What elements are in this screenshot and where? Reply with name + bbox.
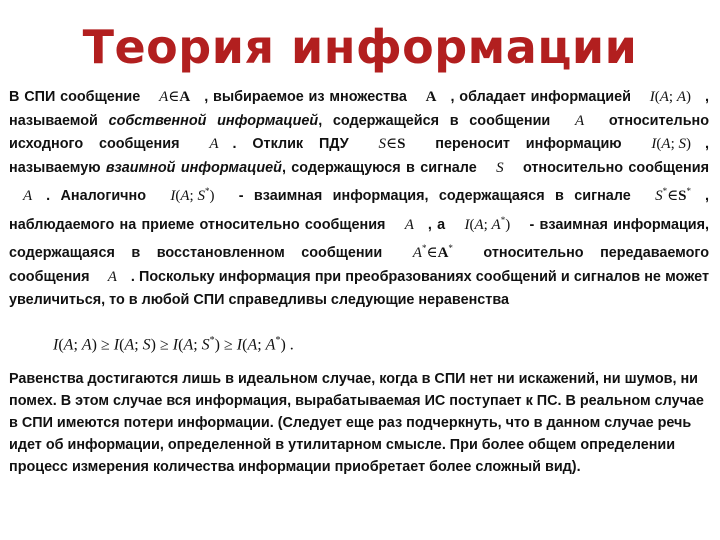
text-run: В СПИ сообщение <box>9 89 141 105</box>
text-run-italic: взаимной информацией <box>105 159 282 176</box>
formula-a: A <box>209 136 219 152</box>
text-run: - взаимная информация, содержащаяся в восстановленном сообщении <box>9 216 710 261</box>
formula-i-a-a-star: I(A; A*) <box>464 214 511 233</box>
text-run: переносит информацию <box>435 136 622 152</box>
text-run: , содержащуюся в сигнале <box>281 159 477 176</box>
formula-s-star-in-set: S*∈S* <box>655 186 692 204</box>
formula-a: A <box>575 112 585 129</box>
formula-set-a: A <box>425 89 437 105</box>
formula-a: A <box>404 216 414 233</box>
slide-title: Теория информации <box>82 20 638 74</box>
inequality-formula: I(A; A) ≥ I(A; S) ≥ I(A; S*) ≥ I(A; A*) . <box>53 334 294 353</box>
text-run-italic: собственной информацией <box>108 112 319 129</box>
formula-a: A <box>23 188 33 204</box>
text-run: , называемую <box>9 136 709 176</box>
text-run: , обладает информацией <box>450 89 631 105</box>
formula-a-star-in-set: A*∈A* <box>412 243 453 261</box>
formula-i-a-s-star: I(A; S*) <box>170 186 215 204</box>
text-run: . Отклик ПДУ <box>232 136 349 152</box>
formula-i-a-a: I(A; A) <box>649 89 691 105</box>
text-run: , содержащейся в сообщении <box>318 112 551 129</box>
text-run: - взаимная информация, содержащаяся в сигнале <box>238 188 631 204</box>
formula-s: S <box>496 159 504 176</box>
text-run: , а <box>427 216 446 233</box>
text-run: относительно передаваемого сообщения <box>9 245 710 285</box>
paragraph-conclusion: Равенства достигаются лишь в идеальном случае, когда в СПИ нет ни искажений, ни шумов, ни помех. В этом случае вся информация, вырабатываемая ИС поступает к ПС. В реальном случае в СПИ имеются потери информации. (Следует еще раз подчеркнуть, что в данном случае речь идет об информации, определенной в утилитарном смысле. При более общем определении процесс измерения количества информации приобретает более сложный вид). <box>9 371 704 476</box>
text-run: , наблюдаемого на приеме относительно сообщения <box>9 188 710 233</box>
slide-body <box>9 86 709 493</box>
paragraph-main <box>9 86 709 313</box>
text-run: , называемой <box>9 89 709 129</box>
formula-s-in-set-s: S∈S <box>378 136 406 152</box>
text-run: относительно сообщения <box>522 159 709 176</box>
text-run: , выбираемое из множества <box>204 89 407 105</box>
text-run: . Поскольку информация при преобразованиях сообщений и сигналов не может увеличиться, то в любой СПИ справедливы следующие неравенства <box>9 268 709 308</box>
text-run: относительно исходного сообщения <box>9 112 710 152</box>
text-run: . Аналогично <box>46 188 147 204</box>
formula-a: A <box>107 268 117 285</box>
formula-a-in-set-a: A∈A <box>159 89 191 105</box>
formula-i-a-s: I(A; S) <box>651 136 691 152</box>
